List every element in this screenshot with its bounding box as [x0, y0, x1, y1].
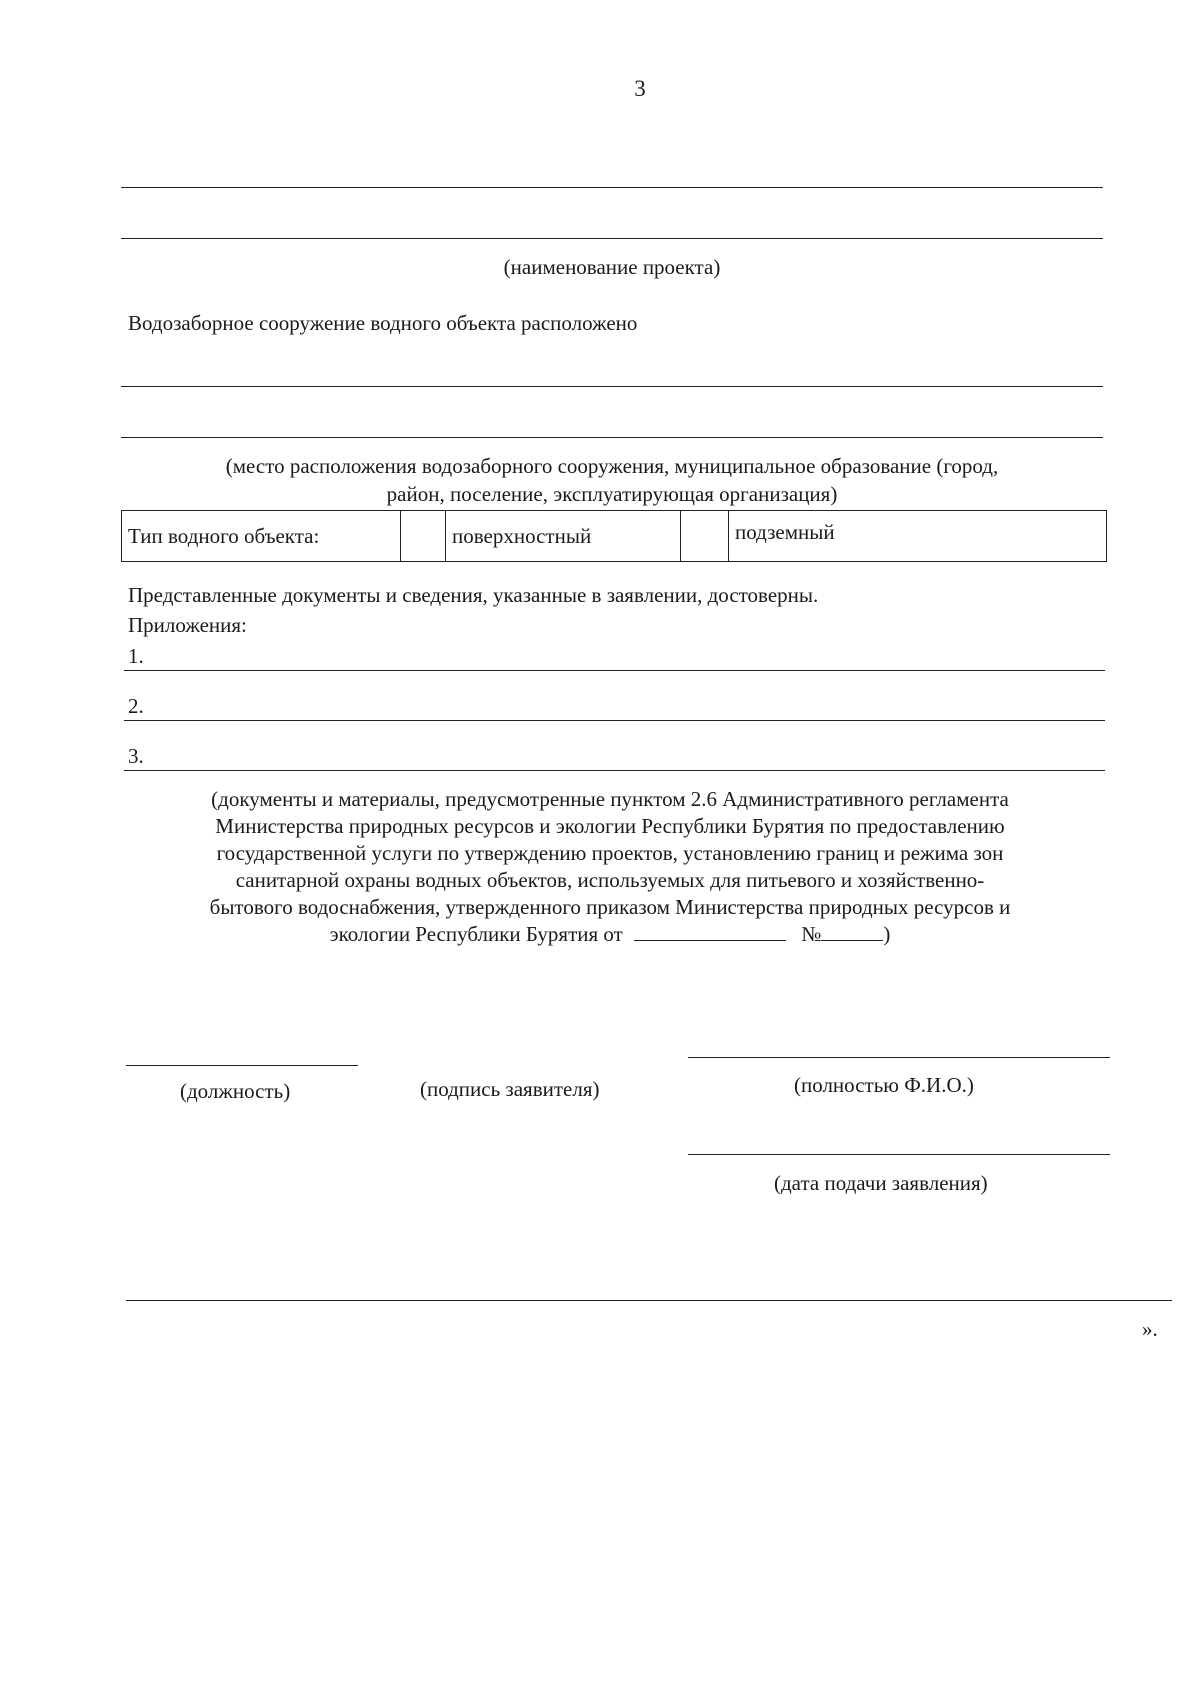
closing-mark: ». — [1142, 1317, 1158, 1341]
order-date-blank[interactable] — [634, 922, 786, 941]
appendix-item-2: 2. — [128, 694, 144, 718]
location-caption-line-1: (место расположения водозаборного сооружения, муниципальное образование (город, — [225, 454, 999, 478]
full-name-caption: (полностью Ф.И.О.) — [794, 1073, 974, 1097]
page-number: 3 — [634, 76, 646, 101]
appendix-line-3[interactable] — [124, 770, 1105, 771]
appendix-caption — [130, 786, 1090, 948]
surface-checkbox-cell[interactable] — [401, 511, 446, 561]
appendix-caption-line-3: государственной услуги по утверждению проектов, установлению границ и режима зон — [216, 841, 1004, 865]
position-caption: (должность) — [180, 1079, 291, 1103]
order-reference-suffix: ) — [883, 922, 891, 946]
order-reference-prefix: экологии Республики Бурятия от — [329, 922, 623, 946]
underground-option — [729, 511, 1106, 561]
location-intro: Водозаборное сооружение водного объекта расположено — [128, 311, 638, 335]
underground-option-text: подземный — [735, 520, 835, 544]
date-caption: (дата подачи заявления) — [774, 1171, 988, 1195]
statement-text: Представленные документы и сведения, указанные в заявлении, достоверны. — [128, 583, 819, 607]
surface-option — [446, 511, 681, 561]
water-type-label — [122, 511, 401, 561]
appendix-line-1[interactable] — [124, 670, 1105, 671]
closing-line — [126, 1300, 1172, 1301]
underground-checkbox-cell[interactable] — [681, 511, 729, 561]
project-name-line-2 — [121, 238, 1103, 239]
appendix-caption-line-1: (документы и материалы, предусмотренные пунктом 2.6 Административного регламента — [211, 787, 1009, 811]
position-line[interactable] — [126, 1065, 358, 1066]
appendices-title: Приложения: — [128, 613, 247, 637]
appendix-caption-line-6 — [130, 921, 1090, 948]
appendix-caption-line-4: санитарной охраны водных объектов, используемых для питьевого и хозяйственно- — [235, 868, 985, 892]
location-line-2 — [121, 437, 1103, 438]
surface-option-text: поверхностный — [452, 524, 592, 548]
appendix-caption-line-2: Министерства природных ресурсов и экологии Республики Бурятия по предоставлению — [215, 814, 1005, 838]
date-line[interactable] — [688, 1154, 1110, 1155]
order-number-sign: № — [801, 922, 822, 946]
appendix-item-3: 3. — [128, 744, 144, 768]
signature-caption: (подпись заявителя) — [420, 1077, 600, 1101]
water-type-table — [121, 510, 1107, 562]
location-line-1 — [121, 386, 1103, 387]
project-name-caption: (наименование проекта) — [503, 255, 721, 279]
location-caption-line-2: район, поселение, эксплуатирующая организация) — [386, 482, 838, 506]
full-name-line[interactable] — [688, 1057, 1110, 1058]
appendix-item-1: 1. — [128, 644, 144, 668]
appendix-caption-line-5: бытового водоснабжения, утвержденного приказом Министерства природных ресурсов и — [209, 895, 1011, 919]
order-number-blank[interactable] — [821, 922, 883, 941]
water-type-label-text: Тип водного объекта: — [128, 524, 320, 548]
appendix-line-2[interactable] — [124, 720, 1105, 721]
project-name-line-1 — [121, 187, 1103, 188]
